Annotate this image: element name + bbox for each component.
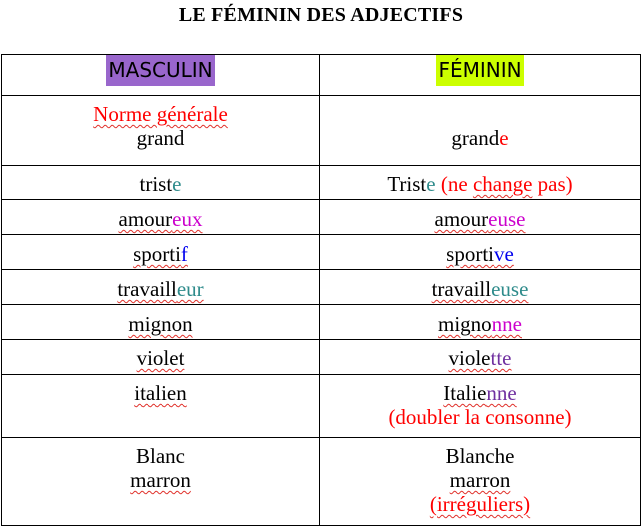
table-row bbox=[2, 166, 641, 200]
masculin-line bbox=[2, 312, 319, 336]
word-part: Italie bbox=[443, 381, 487, 405]
table-row bbox=[2, 270, 641, 305]
masculin-line bbox=[2, 242, 319, 266]
table-row bbox=[2, 438, 641, 526]
header-row bbox=[2, 55, 641, 96]
feminin-cell bbox=[320, 235, 641, 270]
word-part: travaill bbox=[431, 277, 492, 301]
masculin-line bbox=[2, 172, 319, 196]
word-part: (irréguliers) bbox=[429, 492, 531, 516]
masculin-cell bbox=[2, 438, 320, 526]
header-feminin-cell bbox=[320, 55, 641, 96]
masculin-cell bbox=[2, 166, 320, 200]
feminin-line bbox=[320, 126, 640, 150]
table-row bbox=[2, 200, 641, 235]
word-part: Trist bbox=[387, 172, 427, 196]
word-part: euse bbox=[491, 277, 529, 301]
word-part: sporti bbox=[133, 242, 181, 266]
masculin-cell bbox=[2, 200, 320, 235]
word-part: marron bbox=[449, 468, 511, 492]
masculin-cell bbox=[2, 235, 320, 270]
title-row bbox=[2, 0, 641, 55]
masculin-line bbox=[2, 381, 319, 405]
feminin-line bbox=[320, 444, 640, 468]
word-part: f bbox=[180, 242, 188, 266]
masculin-cell bbox=[2, 305, 320, 340]
word-part: viole bbox=[448, 346, 491, 370]
feminin-cell bbox=[320, 200, 641, 235]
word-part: (doubler la consonne) bbox=[388, 405, 572, 429]
feminin-cell bbox=[320, 270, 641, 305]
masculin-line bbox=[2, 444, 319, 468]
word-part: trist bbox=[139, 172, 173, 196]
word-part: nne bbox=[491, 312, 522, 336]
masculin-line bbox=[2, 207, 319, 231]
word-part: pas) bbox=[532, 172, 573, 196]
feminin-cell bbox=[320, 166, 641, 200]
table-row bbox=[2, 375, 641, 438]
masculin-cell bbox=[2, 340, 320, 375]
feminin-cell bbox=[320, 340, 641, 375]
word-part: migno bbox=[438, 312, 492, 336]
feminin-cell bbox=[320, 305, 641, 340]
masculin-cell bbox=[2, 96, 320, 166]
masculin-line bbox=[2, 468, 319, 492]
word-part: e bbox=[426, 172, 436, 196]
feminin-cell bbox=[320, 438, 641, 526]
word-part: change bbox=[472, 172, 533, 196]
masculin-line bbox=[2, 346, 319, 370]
word-part: euse bbox=[488, 207, 526, 231]
masculin-line bbox=[2, 102, 319, 126]
feminin-line bbox=[320, 346, 640, 370]
feminin-line bbox=[320, 381, 640, 405]
table-row bbox=[2, 305, 641, 340]
word-part: eux bbox=[172, 207, 203, 231]
word-part: e bbox=[172, 172, 182, 196]
masculin-line bbox=[2, 126, 319, 150]
masculin-cell bbox=[2, 375, 320, 438]
page-title: LE FÉMININ DES ADJECTIFS bbox=[178, 4, 464, 26]
feminin-line bbox=[320, 405, 640, 429]
word-part: Blanc bbox=[136, 444, 185, 468]
feminin-line bbox=[320, 242, 640, 266]
word-part: amour bbox=[118, 207, 173, 231]
feminin-line bbox=[320, 172, 640, 196]
word-part: ve bbox=[494, 242, 514, 266]
word-part: eur bbox=[176, 277, 204, 301]
word-part: sporti bbox=[446, 242, 494, 266]
feminin-line bbox=[320, 277, 640, 301]
word-part: italien bbox=[134, 381, 187, 405]
word-part: Norme générale bbox=[93, 102, 228, 126]
header-masculin: MASCULIN bbox=[106, 55, 214, 86]
table-row bbox=[2, 340, 641, 375]
word-part: grand bbox=[136, 126, 185, 150]
feminin-cell bbox=[320, 96, 641, 166]
word-part: nne bbox=[486, 381, 517, 405]
word-part: travaill bbox=[117, 277, 177, 301]
word-part: grand bbox=[451, 126, 500, 150]
feminin-cell bbox=[320, 375, 641, 438]
word-part: violet bbox=[136, 346, 185, 370]
feminin-line bbox=[320, 207, 640, 231]
word-part: mignon bbox=[128, 312, 193, 336]
word-part: e bbox=[499, 126, 509, 150]
feminin-line bbox=[320, 468, 640, 492]
feminin-line bbox=[320, 102, 640, 126]
title-cell bbox=[2, 0, 641, 55]
adjectives-table bbox=[1, 0, 641, 526]
feminin-line bbox=[320, 312, 640, 336]
header-masculin-cell bbox=[2, 55, 320, 96]
word-part: amour bbox=[434, 207, 489, 231]
table-row bbox=[2, 235, 641, 270]
masculin-line bbox=[2, 277, 319, 301]
word-part: tte bbox=[490, 346, 512, 370]
word-part: (ne bbox=[435, 172, 473, 196]
word-part: Blanche bbox=[445, 444, 515, 468]
masculin-cell bbox=[2, 270, 320, 305]
header-feminin: FÉMININ bbox=[436, 55, 523, 86]
word-part: marron bbox=[130, 468, 191, 492]
table-row bbox=[2, 96, 641, 166]
feminin-line bbox=[320, 492, 640, 516]
